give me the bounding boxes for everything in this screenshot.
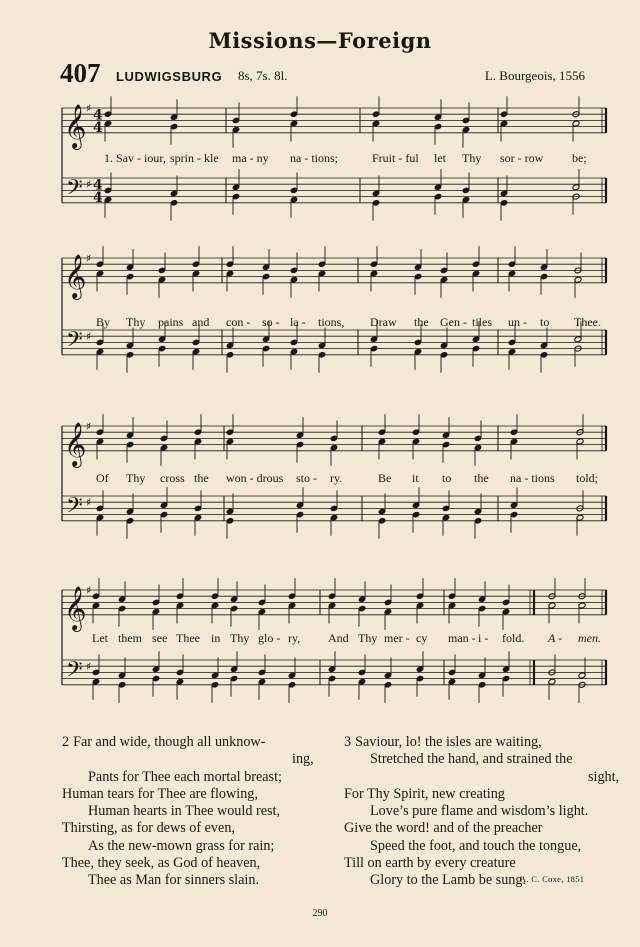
meter: 8s, 7s. 8l. [238, 68, 288, 83]
verse-text: As the new-mown grass for rain; [88, 837, 275, 854]
key-sharp: ♯ [86, 420, 92, 433]
lyric-syllable: Thy [462, 151, 482, 165]
verse-text: Saviour, lo! the isles are waiting, [355, 734, 542, 750]
verse-line [344, 768, 620, 786]
lyric-syllable: Thy [230, 631, 250, 645]
verse-text: Give the word! and of the preacher [344, 820, 543, 837]
verse-text: Human tears for Thee are flowing, [62, 785, 258, 802]
lyric-syllable: glo - [258, 631, 281, 645]
lyric-syllable: let [434, 151, 446, 165]
bass-clef: 𝄢 [66, 493, 83, 524]
lyric-syllable: na - tions; [290, 151, 338, 165]
lyric-syllable: it [412, 471, 419, 485]
lyric-syllable: Thee [176, 631, 200, 645]
lyric-syllable: so - [262, 315, 280, 329]
section-title: Missions—Foreign [208, 28, 432, 53]
lyric-syllable: ry. [330, 471, 343, 485]
verse-number: 2 [62, 734, 70, 750]
verse-line [344, 820, 614, 837]
bass-clef: 𝄢 [66, 657, 83, 688]
verse-text: ing, [292, 751, 314, 768]
lyric-syllable: un - [508, 315, 527, 329]
key-sharp: ♯ [86, 252, 92, 265]
verse-text: Love’s pure flame and wisdom’s light. [370, 803, 589, 820]
bass-clef: 𝄢 [66, 327, 83, 358]
lyric-syllable: Draw [370, 315, 397, 329]
lyric-syllable: A - [548, 631, 563, 645]
verse-text: sight, [588, 768, 620, 785]
lyric-syllable: Thy [126, 315, 146, 329]
lyric-syllable: sprin - kle [170, 151, 219, 165]
lyric-syllable: cross [160, 471, 185, 485]
lyric-syllable: Thy [358, 631, 378, 645]
lyric-syllable: Of [96, 471, 109, 485]
key-sharp: ♯ [86, 660, 92, 674]
lyric-syllable: fold. [502, 631, 525, 645]
tune-name: LUDWIGSBURG [116, 69, 223, 84]
lyric-syllable: 1. Sav - iour, [104, 151, 166, 165]
time-signature: 4 [93, 119, 103, 136]
verse-text: Thee as Man for sinners slain. [88, 872, 259, 889]
lyric-syllable: Thee. [574, 315, 601, 329]
key-sharp: ♯ [86, 102, 92, 115]
lyric-syllable: man - [448, 631, 476, 645]
lyric-syllable: them [118, 631, 142, 645]
lyric-syllable: the [194, 471, 209, 485]
lyric-syllable: see [152, 631, 168, 645]
lyric-syllable: tions, [318, 315, 345, 329]
author-attribution: A. C. Coxe, 1851 [520, 874, 585, 884]
lyric-syllable: Thy [126, 471, 146, 485]
lyric-syllable: won - drous [226, 471, 284, 485]
verse-text: For Thy Spirit, new creating [344, 785, 505, 802]
verse-line [62, 734, 324, 751]
verse-line [62, 820, 324, 837]
verse-text: Glory to the Lamb be sung. [370, 872, 527, 889]
key-sharp: ♯ [86, 178, 92, 192]
lyric-syllable: sto - [296, 471, 317, 485]
lyric-syllable: and [192, 315, 210, 329]
lyric-syllable: Let [92, 631, 108, 645]
verse-line [344, 751, 614, 768]
lyric-syllable: cy [416, 631, 428, 645]
lyric-syllable: la - [290, 315, 306, 329]
verse-line [344, 838, 614, 855]
lyric-syllable: in [211, 631, 221, 645]
verse-2 [62, 734, 324, 890]
time-signature: 4 [93, 177, 103, 194]
lyric-syllable: to [442, 471, 452, 485]
verse-line [344, 786, 614, 803]
lyric-syllable: And [328, 631, 349, 645]
lyric-syllable: i - [478, 631, 489, 645]
key-sharp: ♯ [86, 496, 92, 510]
verse-text: Pants for Thee each mortal breast; [88, 768, 282, 785]
lyric-syllable: be; [572, 151, 587, 165]
verse-line [62, 751, 324, 768]
lyric-syllable: to [540, 315, 550, 329]
lyric-syllable: ma - ny [232, 151, 269, 165]
lyric-syllable: mer - [384, 631, 410, 645]
lyric-syllable: sor - row [500, 151, 544, 165]
verse-3 [344, 734, 620, 890]
lyric-syllable: Gen - [440, 315, 467, 329]
verse-text: Till on earth by every creature [344, 855, 516, 872]
lyric-syllable: Be [378, 471, 392, 485]
key-sharp: ♯ [86, 330, 92, 344]
treble-clef: 𝄞 [64, 585, 87, 630]
verse-text: Speed the foot, and touch the tongue, [370, 837, 582, 854]
verse-line [62, 769, 324, 786]
treble-clef: 𝄞 [64, 103, 87, 148]
verse-text: Far and wide, though all unknow- [73, 734, 266, 750]
treble-clef: 𝄞 [64, 421, 87, 466]
verse-line [62, 872, 324, 889]
hymn-number: 407 [60, 58, 101, 88]
time-signature: 4 [93, 189, 103, 206]
lyric-syllable: the [414, 315, 429, 329]
verse-number: 3 [344, 734, 352, 750]
verse-text: Thee, they seek, as God of heaven, [62, 855, 261, 872]
verse-text: Human hearts in Thee would rest, [88, 803, 281, 820]
lyric-syllable: By [96, 315, 111, 329]
composer: L. Bourgeois, 1556 [484, 68, 585, 83]
lyric-syllable: men. [578, 631, 601, 645]
lyric-syllable: tiles [472, 315, 492, 329]
treble-clef: 𝄞 [64, 253, 87, 298]
page-number: 290 [312, 908, 328, 919]
key-sharp: ♯ [86, 584, 92, 597]
lyric-syllable: pains [158, 315, 184, 329]
time-signature: 4 [93, 107, 103, 124]
lyric-syllable: Fruit - ful [372, 151, 419, 165]
verse-line [62, 803, 324, 820]
verse-line [344, 803, 614, 820]
lyric-syllable: the [474, 471, 489, 485]
verse-line [62, 855, 324, 872]
verse-line [62, 838, 324, 855]
verse-line [62, 786, 324, 803]
verse-text: Thirsting, as for dews of even, [62, 820, 235, 837]
lyric-syllable: told; [576, 471, 599, 485]
verse-line [344, 734, 614, 751]
lyric-syllable: con - [226, 315, 251, 329]
lyric-syllable: na - tions [510, 471, 555, 485]
verse-line [344, 855, 614, 872]
bass-clef: 𝄢 [66, 175, 83, 206]
verse-text: Stretched the hand, and strained the [370, 751, 573, 768]
lyric-syllable: ry, [288, 631, 301, 645]
